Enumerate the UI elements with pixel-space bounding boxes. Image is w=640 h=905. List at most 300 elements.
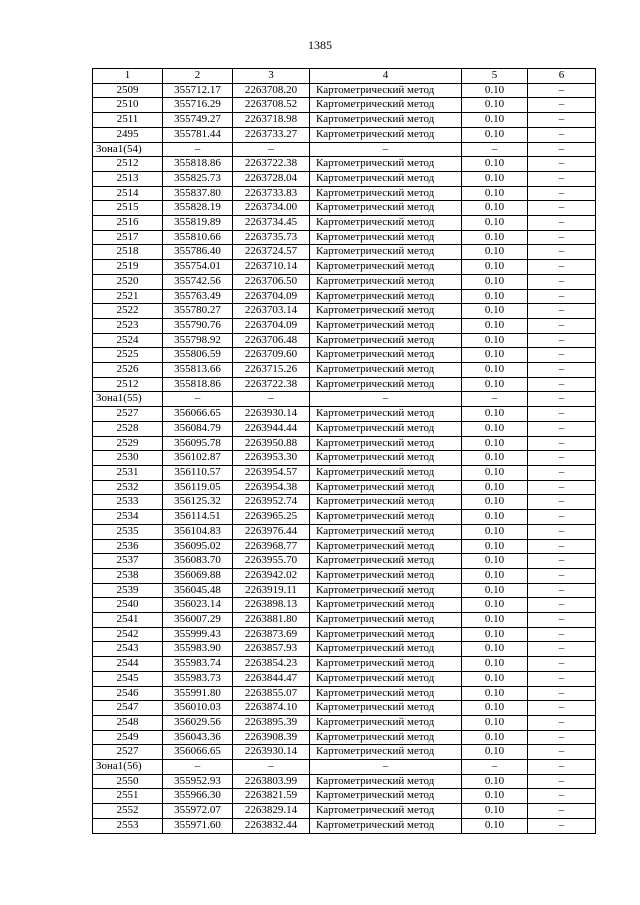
method-cell: Картометрический метод bbox=[310, 333, 462, 348]
point-number-cell: 2530 bbox=[93, 451, 163, 466]
accuracy-cell: 0.10 bbox=[462, 304, 528, 319]
y-coordinate-cell: 2263942.02 bbox=[233, 568, 310, 583]
x-coordinate-cell: 355818.86 bbox=[163, 157, 233, 172]
method-cell: Картометрический метод bbox=[310, 98, 462, 113]
description-cell: – bbox=[528, 318, 596, 333]
y-coordinate-cell: 2263733.27 bbox=[233, 127, 310, 142]
point-number-cell: 2514 bbox=[93, 186, 163, 201]
description-cell: – bbox=[528, 83, 596, 98]
y-coordinate-cell: 2263829.14 bbox=[233, 804, 310, 819]
method-cell: Картометрический метод bbox=[310, 598, 462, 613]
table-row bbox=[93, 230, 596, 245]
y-coordinate-cell: 2263954.38 bbox=[233, 480, 310, 495]
method-cell: Картометрический метод bbox=[310, 686, 462, 701]
table-row bbox=[93, 524, 596, 539]
description-cell: – bbox=[528, 304, 596, 319]
description-cell: – bbox=[528, 201, 596, 216]
table-row bbox=[93, 216, 596, 231]
method-cell: Картометрический метод bbox=[310, 348, 462, 363]
description-cell: – bbox=[528, 818, 596, 833]
point-number-cell: 2529 bbox=[93, 436, 163, 451]
point-number-cell: 2548 bbox=[93, 715, 163, 730]
header-row bbox=[93, 69, 596, 84]
x-coordinate-cell: 356114.51 bbox=[163, 510, 233, 525]
table-row bbox=[93, 451, 596, 466]
accuracy-cell: 0.10 bbox=[462, 480, 528, 495]
description-cell: – bbox=[528, 451, 596, 466]
point-number-cell: 2543 bbox=[93, 642, 163, 657]
point-number-cell: 2538 bbox=[93, 568, 163, 583]
zone-label: Зона1(54) bbox=[93, 142, 163, 157]
header-col-5: 5 bbox=[462, 69, 528, 84]
y-coordinate-cell: 2263919.11 bbox=[233, 583, 310, 598]
method-cell: Картометрический метод bbox=[310, 583, 462, 598]
description-cell: – bbox=[528, 568, 596, 583]
accuracy-cell: 0.10 bbox=[462, 539, 528, 554]
accuracy-cell: 0.10 bbox=[462, 260, 528, 275]
x-coordinate-cell: 356066.65 bbox=[163, 745, 233, 760]
accuracy-cell: 0.10 bbox=[462, 774, 528, 789]
x-coordinate-cell: – bbox=[163, 760, 233, 775]
point-number-cell: 2526 bbox=[93, 363, 163, 378]
x-coordinate-cell: 355780.27 bbox=[163, 304, 233, 319]
description-cell: – bbox=[528, 230, 596, 245]
method-cell: Картометрический метод bbox=[310, 230, 462, 245]
x-coordinate-cell: 355742.56 bbox=[163, 274, 233, 289]
y-coordinate-cell: 2263722.38 bbox=[233, 377, 310, 392]
method-cell: Картометрический метод bbox=[310, 554, 462, 569]
accuracy-cell: 0.10 bbox=[462, 451, 528, 466]
header-col-1: 1 bbox=[93, 69, 163, 84]
zone-label: Зона1(55) bbox=[93, 392, 163, 407]
x-coordinate-cell: 355716.29 bbox=[163, 98, 233, 113]
point-number-cell: 2515 bbox=[93, 201, 163, 216]
point-number-cell: 2533 bbox=[93, 495, 163, 510]
method-cell: Картометрический метод bbox=[310, 245, 462, 260]
x-coordinate-cell: 356095.02 bbox=[163, 539, 233, 554]
method-cell: Картометрический метод bbox=[310, 510, 462, 525]
table-row bbox=[93, 98, 596, 113]
method-cell: Картометрический метод bbox=[310, 715, 462, 730]
description-cell: – bbox=[528, 524, 596, 539]
zone-row bbox=[93, 392, 596, 407]
method-cell: Картометрический метод bbox=[310, 363, 462, 378]
x-coordinate-cell: 356095.78 bbox=[163, 436, 233, 451]
description-cell: – bbox=[528, 98, 596, 113]
method-cell: Картометрический метод bbox=[310, 318, 462, 333]
accuracy-cell: 0.10 bbox=[462, 510, 528, 525]
accuracy-cell: 0.10 bbox=[462, 127, 528, 142]
x-coordinate-cell: 355810.66 bbox=[163, 230, 233, 245]
table-row bbox=[93, 274, 596, 289]
method-cell: Картометрический метод bbox=[310, 289, 462, 304]
accuracy-cell: 0.10 bbox=[462, 186, 528, 201]
description-cell: – bbox=[528, 774, 596, 789]
method-cell: Картометрический метод bbox=[310, 627, 462, 642]
table-row bbox=[93, 260, 596, 275]
point-number-cell: 2509 bbox=[93, 83, 163, 98]
point-number-cell: 2511 bbox=[93, 113, 163, 128]
y-coordinate-cell: 2263715.26 bbox=[233, 363, 310, 378]
accuracy-cell: 0.10 bbox=[462, 363, 528, 378]
description-cell: – bbox=[528, 289, 596, 304]
accuracy-cell: 0.10 bbox=[462, 421, 528, 436]
method-cell: Картометрический метод bbox=[310, 818, 462, 833]
description-cell: – bbox=[528, 642, 596, 657]
table-row bbox=[93, 186, 596, 201]
coordinates-table bbox=[92, 68, 596, 834]
accuracy-cell: 0.10 bbox=[462, 568, 528, 583]
description-cell: – bbox=[528, 113, 596, 128]
point-number-cell: 2546 bbox=[93, 686, 163, 701]
x-coordinate-cell: 356110.57 bbox=[163, 465, 233, 480]
y-coordinate-cell: 2263854.23 bbox=[233, 657, 310, 672]
table-body bbox=[93, 83, 596, 833]
point-number-cell: 2535 bbox=[93, 524, 163, 539]
y-coordinate-cell: 2263855.07 bbox=[233, 686, 310, 701]
x-coordinate-cell: 356069.88 bbox=[163, 568, 233, 583]
x-coordinate-cell: 356125.32 bbox=[163, 495, 233, 510]
header-col-6: 6 bbox=[528, 69, 596, 84]
accuracy-cell: 0.10 bbox=[462, 715, 528, 730]
method-cell: Картометрический метод bbox=[310, 671, 462, 686]
table-row bbox=[93, 598, 596, 613]
y-coordinate-cell: 2263968.77 bbox=[233, 539, 310, 554]
table-row bbox=[93, 510, 596, 525]
method-cell: Картометрический метод bbox=[310, 524, 462, 539]
method-cell: Картометрический метод bbox=[310, 568, 462, 583]
accuracy-cell: 0.10 bbox=[462, 730, 528, 745]
table-row bbox=[93, 363, 596, 378]
method-cell: Картометрический метод bbox=[310, 377, 462, 392]
x-coordinate-cell: 356066.65 bbox=[163, 407, 233, 422]
table-row bbox=[93, 348, 596, 363]
description-cell: – bbox=[528, 657, 596, 672]
point-number-cell: 2527 bbox=[93, 407, 163, 422]
x-coordinate-cell: 355983.74 bbox=[163, 657, 233, 672]
table-header bbox=[93, 69, 596, 84]
x-coordinate-cell: 355813.66 bbox=[163, 363, 233, 378]
method-cell: Картометрический метод bbox=[310, 83, 462, 98]
y-coordinate-cell: 2263944.44 bbox=[233, 421, 310, 436]
accuracy-cell: 0.10 bbox=[462, 701, 528, 716]
method-cell: Картометрический метод bbox=[310, 642, 462, 657]
description-cell: – bbox=[528, 598, 596, 613]
y-coordinate-cell: 2263706.48 bbox=[233, 333, 310, 348]
point-number-cell: 2547 bbox=[93, 701, 163, 716]
table-row bbox=[93, 83, 596, 98]
description-cell: – bbox=[528, 157, 596, 172]
description-cell: – bbox=[528, 686, 596, 701]
point-number-cell: 2540 bbox=[93, 598, 163, 613]
accuracy-cell: 0.10 bbox=[462, 818, 528, 833]
point-number-cell: 2519 bbox=[93, 260, 163, 275]
x-coordinate-cell: 356007.29 bbox=[163, 613, 233, 628]
method-cell: Картометрический метод bbox=[310, 157, 462, 172]
method-cell: Картометрический метод bbox=[310, 701, 462, 716]
table-row bbox=[93, 745, 596, 760]
description-cell: – bbox=[528, 745, 596, 760]
x-coordinate-cell: 355983.73 bbox=[163, 671, 233, 686]
description-cell: – bbox=[528, 186, 596, 201]
point-number-cell: 2544 bbox=[93, 657, 163, 672]
y-coordinate-cell: 2263881.80 bbox=[233, 613, 310, 628]
point-number-cell: 2520 bbox=[93, 274, 163, 289]
y-coordinate-cell: 2263710.14 bbox=[233, 260, 310, 275]
point-number-cell: 2512 bbox=[93, 377, 163, 392]
y-coordinate-cell: 2263873.69 bbox=[233, 627, 310, 642]
table-row bbox=[93, 289, 596, 304]
table-row bbox=[93, 245, 596, 260]
point-number-cell: 2517 bbox=[93, 230, 163, 245]
y-coordinate-cell: 2263821.59 bbox=[233, 789, 310, 804]
method-cell: Картометрический метод bbox=[310, 436, 462, 451]
point-number-cell: 2549 bbox=[93, 730, 163, 745]
method-cell: Картометрический метод bbox=[310, 186, 462, 201]
accuracy-cell: 0.10 bbox=[462, 554, 528, 569]
table-row bbox=[93, 407, 596, 422]
y-coordinate-cell: 2263952.74 bbox=[233, 495, 310, 510]
method-cell: Картометрический метод bbox=[310, 274, 462, 289]
point-number-cell: 2518 bbox=[93, 245, 163, 260]
point-number-cell: 2513 bbox=[93, 171, 163, 186]
method-cell: Картометрический метод bbox=[310, 260, 462, 275]
y-coordinate-cell: 2263930.14 bbox=[233, 745, 310, 760]
x-coordinate-cell: 355837.80 bbox=[163, 186, 233, 201]
header-col-4: 4 bbox=[310, 69, 462, 84]
accuracy-cell: 0.10 bbox=[462, 804, 528, 819]
description-cell: – bbox=[528, 789, 596, 804]
description-cell: – bbox=[528, 421, 596, 436]
description-cell: – bbox=[528, 407, 596, 422]
y-coordinate-cell: 2263734.00 bbox=[233, 201, 310, 216]
y-coordinate-cell: 2263734.45 bbox=[233, 216, 310, 231]
zone-row bbox=[93, 142, 596, 157]
y-coordinate-cell: 2263708.20 bbox=[233, 83, 310, 98]
method-cell: Картометрический метод bbox=[310, 774, 462, 789]
table-row bbox=[93, 642, 596, 657]
x-coordinate-cell: 356023.14 bbox=[163, 598, 233, 613]
x-coordinate-cell: 355828.19 bbox=[163, 201, 233, 216]
point-number-cell: 2523 bbox=[93, 318, 163, 333]
description-cell: – bbox=[528, 274, 596, 289]
table-row bbox=[93, 701, 596, 716]
table-row bbox=[93, 818, 596, 833]
zone-row bbox=[93, 760, 596, 775]
description-cell: – bbox=[528, 583, 596, 598]
y-coordinate-cell: 2263954.57 bbox=[233, 465, 310, 480]
x-coordinate-cell: 355825.73 bbox=[163, 171, 233, 186]
description-cell: – bbox=[528, 392, 596, 407]
point-number-cell: 2539 bbox=[93, 583, 163, 598]
x-coordinate-cell: 356104.83 bbox=[163, 524, 233, 539]
method-cell: Картометрический метод bbox=[310, 495, 462, 510]
point-number-cell: 2541 bbox=[93, 613, 163, 628]
accuracy-cell: 0.10 bbox=[462, 274, 528, 289]
table-row bbox=[93, 613, 596, 628]
table-row bbox=[93, 789, 596, 804]
accuracy-cell: 0.10 bbox=[462, 83, 528, 98]
description-cell: – bbox=[528, 245, 596, 260]
point-number-cell: 2552 bbox=[93, 804, 163, 819]
y-coordinate-cell: 2263708.52 bbox=[233, 98, 310, 113]
y-coordinate-cell: 2263930.14 bbox=[233, 407, 310, 422]
y-coordinate-cell: 2263895.39 bbox=[233, 715, 310, 730]
y-coordinate-cell: 2263832.44 bbox=[233, 818, 310, 833]
table-row bbox=[93, 539, 596, 554]
description-cell: – bbox=[528, 495, 596, 510]
point-number-cell: 2536 bbox=[93, 539, 163, 554]
x-coordinate-cell: 356102.87 bbox=[163, 451, 233, 466]
accuracy-cell: 0.10 bbox=[462, 465, 528, 480]
x-coordinate-cell: 355749.27 bbox=[163, 113, 233, 128]
method-cell: – bbox=[310, 760, 462, 775]
y-coordinate-cell: – bbox=[233, 392, 310, 407]
x-coordinate-cell: 355798.92 bbox=[163, 333, 233, 348]
description-cell: – bbox=[528, 363, 596, 378]
table-row bbox=[93, 671, 596, 686]
description-cell: – bbox=[528, 701, 596, 716]
method-cell: Картометрический метод bbox=[310, 730, 462, 745]
description-cell: – bbox=[528, 804, 596, 819]
method-cell: Картометрический метод bbox=[310, 171, 462, 186]
y-coordinate-cell: 2263733.83 bbox=[233, 186, 310, 201]
description-cell: – bbox=[528, 333, 596, 348]
table-row bbox=[93, 157, 596, 172]
x-coordinate-cell: 355763.49 bbox=[163, 289, 233, 304]
table-row bbox=[93, 715, 596, 730]
description-cell: – bbox=[528, 539, 596, 554]
point-number-cell: 2525 bbox=[93, 348, 163, 363]
y-coordinate-cell: 2263953.30 bbox=[233, 451, 310, 466]
accuracy-cell: 0.10 bbox=[462, 157, 528, 172]
accuracy-cell: 0.10 bbox=[462, 745, 528, 760]
accuracy-cell: 0.10 bbox=[462, 245, 528, 260]
table-row bbox=[93, 436, 596, 451]
y-coordinate-cell: 2263724.57 bbox=[233, 245, 310, 260]
y-coordinate-cell: 2263718.98 bbox=[233, 113, 310, 128]
accuracy-cell: 0.10 bbox=[462, 171, 528, 186]
accuracy-cell: 0.10 bbox=[462, 436, 528, 451]
x-coordinate-cell: 355966.30 bbox=[163, 789, 233, 804]
x-coordinate-cell: 356029.56 bbox=[163, 715, 233, 730]
x-coordinate-cell: – bbox=[163, 392, 233, 407]
description-cell: – bbox=[528, 260, 596, 275]
y-coordinate-cell: 2263709.60 bbox=[233, 348, 310, 363]
y-coordinate-cell: 2263704.09 bbox=[233, 289, 310, 304]
description-cell: – bbox=[528, 760, 596, 775]
accuracy-cell: 0.10 bbox=[462, 201, 528, 216]
x-coordinate-cell: 355818.86 bbox=[163, 377, 233, 392]
method-cell: Картометрический метод bbox=[310, 113, 462, 128]
table-row bbox=[93, 304, 596, 319]
description-cell: – bbox=[528, 510, 596, 525]
accuracy-cell: 0.10 bbox=[462, 407, 528, 422]
accuracy-cell: 0.10 bbox=[462, 598, 528, 613]
table-row bbox=[93, 627, 596, 642]
point-number-cell: 2542 bbox=[93, 627, 163, 642]
accuracy-cell: 0.10 bbox=[462, 98, 528, 113]
point-number-cell: 2510 bbox=[93, 98, 163, 113]
x-coordinate-cell: 355786.40 bbox=[163, 245, 233, 260]
table-row bbox=[93, 113, 596, 128]
y-coordinate-cell: 2263874.10 bbox=[233, 701, 310, 716]
table-row bbox=[93, 201, 596, 216]
description-cell: – bbox=[528, 671, 596, 686]
x-coordinate-cell: 355983.90 bbox=[163, 642, 233, 657]
x-coordinate-cell: 355781.44 bbox=[163, 127, 233, 142]
accuracy-cell: 0.10 bbox=[462, 216, 528, 231]
description-cell: – bbox=[528, 377, 596, 392]
description-cell: – bbox=[528, 554, 596, 569]
x-coordinate-cell: 355991.80 bbox=[163, 686, 233, 701]
method-cell: Картометрический метод bbox=[310, 216, 462, 231]
method-cell: Картометрический метод bbox=[310, 304, 462, 319]
table-row bbox=[93, 171, 596, 186]
description-cell: – bbox=[528, 715, 596, 730]
x-coordinate-cell: 355971.60 bbox=[163, 818, 233, 833]
y-coordinate-cell: 2263803.99 bbox=[233, 774, 310, 789]
description-cell: – bbox=[528, 627, 596, 642]
description-cell: – bbox=[528, 127, 596, 142]
y-coordinate-cell: 2263955.70 bbox=[233, 554, 310, 569]
y-coordinate-cell: 2263857.93 bbox=[233, 642, 310, 657]
method-cell: Картометрический метод bbox=[310, 421, 462, 436]
y-coordinate-cell: 2263950.88 bbox=[233, 436, 310, 451]
point-number-cell: 2545 bbox=[93, 671, 163, 686]
point-number-cell: 2550 bbox=[93, 774, 163, 789]
method-cell: Картометрический метод bbox=[310, 465, 462, 480]
y-coordinate-cell: 2263844.47 bbox=[233, 671, 310, 686]
table-row bbox=[93, 377, 596, 392]
table-row bbox=[93, 774, 596, 789]
accuracy-cell: 0.10 bbox=[462, 333, 528, 348]
method-cell: Картометрический метод bbox=[310, 451, 462, 466]
x-coordinate-cell: 355790.76 bbox=[163, 318, 233, 333]
x-coordinate-cell: 356119.05 bbox=[163, 480, 233, 495]
method-cell: Картометрический метод bbox=[310, 127, 462, 142]
description-cell: – bbox=[528, 436, 596, 451]
table-row bbox=[93, 421, 596, 436]
accuracy-cell: – bbox=[462, 142, 528, 157]
method-cell: – bbox=[310, 142, 462, 157]
x-coordinate-cell: 355999.43 bbox=[163, 627, 233, 642]
y-coordinate-cell: 2263728.04 bbox=[233, 171, 310, 186]
point-number-cell: 2521 bbox=[93, 289, 163, 304]
header-col-2: 2 bbox=[163, 69, 233, 84]
accuracy-cell: 0.10 bbox=[462, 583, 528, 598]
x-coordinate-cell: 356083.70 bbox=[163, 554, 233, 569]
point-number-cell: 2527 bbox=[93, 745, 163, 760]
point-number-cell: 2524 bbox=[93, 333, 163, 348]
accuracy-cell: 0.10 bbox=[462, 613, 528, 628]
method-cell: Картометрический метод bbox=[310, 539, 462, 554]
point-number-cell: 2534 bbox=[93, 510, 163, 525]
accuracy-cell: – bbox=[462, 392, 528, 407]
accuracy-cell: 0.10 bbox=[462, 671, 528, 686]
method-cell: Картометрический метод bbox=[310, 480, 462, 495]
description-cell: – bbox=[528, 465, 596, 480]
y-coordinate-cell: – bbox=[233, 760, 310, 775]
method-cell: Картометрический метод bbox=[310, 657, 462, 672]
table-row bbox=[93, 495, 596, 510]
point-number-cell: 2495 bbox=[93, 127, 163, 142]
point-number-cell: 2531 bbox=[93, 465, 163, 480]
point-number-cell: 2512 bbox=[93, 157, 163, 172]
description-cell: – bbox=[528, 613, 596, 628]
y-coordinate-cell: 2263735.73 bbox=[233, 230, 310, 245]
y-coordinate-cell: 2263976.44 bbox=[233, 524, 310, 539]
